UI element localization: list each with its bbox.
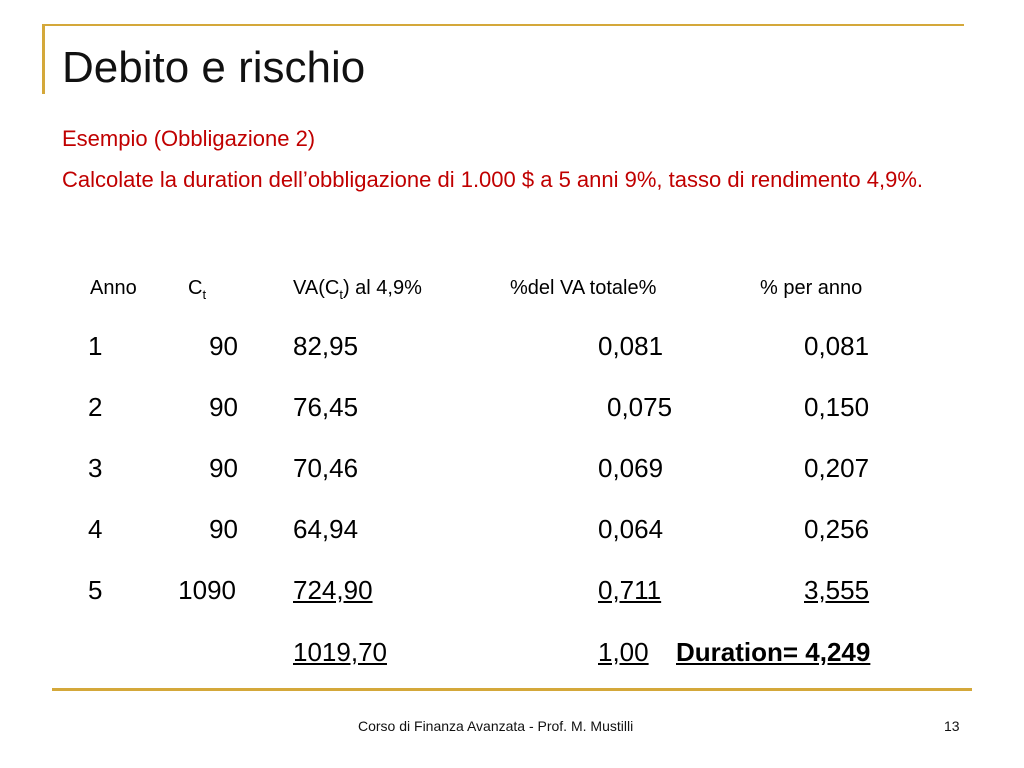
footer-rule xyxy=(52,688,972,691)
row5-per-anno: 3,555 xyxy=(804,575,870,605)
row2-ct: 90 xyxy=(209,392,238,422)
row4-pct: 0,064 xyxy=(598,514,664,544)
header-per-anno: % per anno xyxy=(760,277,863,299)
row5-va: 724,90 xyxy=(293,575,373,605)
frame-top-rule xyxy=(42,24,964,26)
row4-anno: 4 xyxy=(88,514,103,544)
row4-per-anno: 0,256 xyxy=(804,514,870,544)
header-anno: Anno xyxy=(90,277,137,299)
footer-course: Corso di Finanza Avanzata - Prof. M. Mustilli xyxy=(358,718,634,734)
row3-va: 70,46 xyxy=(293,453,359,483)
slide-title: Debito e rischio xyxy=(62,43,366,92)
row1-va: 82,95 xyxy=(293,331,359,361)
row2-pct: 0,075 xyxy=(607,392,673,422)
row3-per-anno: 0,207 xyxy=(804,453,870,483)
row1-pct: 0,081 xyxy=(598,331,664,361)
row3-pct: 0,069 xyxy=(598,453,664,483)
page-number: 13 xyxy=(944,718,960,734)
row1-anno: 1 xyxy=(88,331,103,361)
row5-pct: 0,711 xyxy=(598,575,662,605)
total-va: 1019,70 xyxy=(293,637,387,667)
row4-va: 64,94 xyxy=(293,514,359,544)
row1-ct: 90 xyxy=(209,331,238,361)
row5-anno: 5 xyxy=(88,575,103,605)
row3-ct: 90 xyxy=(209,453,238,483)
row1-per-anno: 0,081 xyxy=(804,331,870,361)
row2-per-anno: 0,150 xyxy=(804,392,870,422)
total-pct: 1,00 xyxy=(598,637,649,667)
example-subtitle: Esempio (Obbligazione 2) xyxy=(62,126,316,151)
duration-result: Duration= 4,249 xyxy=(676,637,871,667)
header-va: $VA(C_t)$ al 4,9% xyxy=(293,277,422,302)
frame-vertical-rule xyxy=(42,24,45,94)
row3-anno: 3 xyxy=(88,453,103,483)
row4-ct: 90 xyxy=(209,514,238,544)
header-ct: $C_t$ xyxy=(188,277,207,302)
row5-ct: 1090 xyxy=(178,575,236,605)
row2-anno: 2 xyxy=(88,392,103,422)
row2-va: 76,45 xyxy=(293,392,359,422)
header-pct-va: %del VA totale% xyxy=(510,277,657,299)
example-question: Calcolate la duration dell’obbligazione di 1.000 $ a 5 anni 9%, tasso di rendimento 4,9%. xyxy=(62,167,924,192)
